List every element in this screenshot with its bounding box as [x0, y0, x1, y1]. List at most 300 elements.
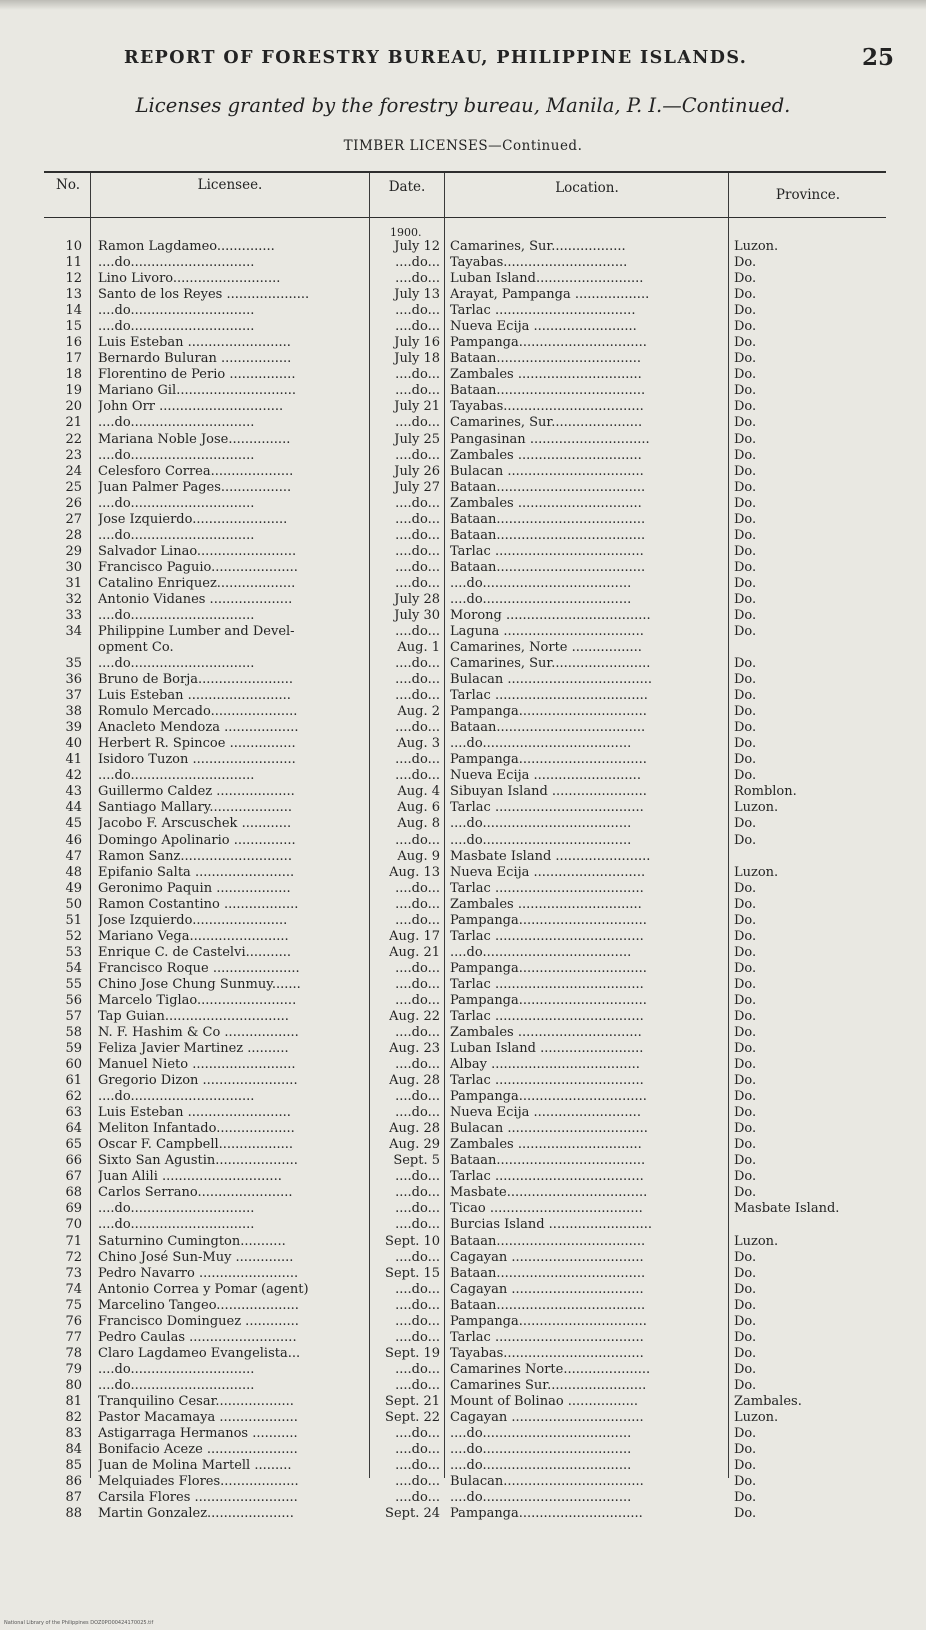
row-number: 53: [65, 944, 82, 960]
province-cell: Luzon.: [734, 800, 779, 816]
date-cell: Aug. 6: [397, 800, 440, 816]
date-cell: ....do...: [395, 1089, 440, 1105]
licensee-cell: Ramon Lagdameo..............: [98, 239, 275, 254]
location-cell: Cagayan ................................: [450, 1409, 644, 1425]
province-cell: Do.: [734, 1377, 757, 1393]
date-cell: Aug. 21: [389, 944, 440, 960]
province-cell: Do.: [734, 559, 757, 575]
date-cell: Aug. 3: [397, 736, 440, 752]
province-cell: Do.: [734, 1121, 757, 1137]
header-bottom-rule: [44, 217, 886, 218]
date-cell: Sept. 21: [385, 1393, 440, 1409]
licensee-cell: ....do..............................: [98, 768, 255, 784]
date-cell: ....do...: [395, 1297, 440, 1313]
province-cell: Do.: [734, 928, 757, 944]
licensee-cell: Meliton Infantado...................: [98, 1121, 295, 1137]
table-row: [44, 496, 886, 511]
table-row: [44, 1217, 886, 1232]
page-top-edge: [0, 0, 926, 10]
location-cell: Zambales ..............................: [450, 1025, 642, 1040]
table-row: [44, 560, 886, 575]
licensee-cell: Bernardo Buluran .................: [98, 351, 292, 367]
province-cell: Do.: [734, 367, 757, 383]
location-cell: Tarlac ....................................: [450, 880, 644, 896]
licensee-cell: Santiago Mallary....................: [98, 800, 293, 816]
location-cell: Ticao .....................................: [450, 1201, 643, 1217]
location-cell: Sibuyan Island .......................: [450, 784, 647, 800]
page-number: 25: [861, 44, 894, 71]
licensee-cell: Luis Esteban .........................: [98, 335, 291, 351]
location-cell: Bataan....................................: [450, 1233, 646, 1249]
date-cell: ....do...: [395, 559, 440, 575]
date-cell: ....do...: [395, 656, 440, 671]
date-cell: July 27: [394, 479, 440, 495]
date-cell: Aug. 13: [389, 864, 440, 880]
date-cell: July 18: [394, 351, 440, 367]
location-cell: Luban Island .........................: [450, 1041, 644, 1056]
licensee-cell: Bonifacio Aceze ......................: [98, 1442, 298, 1457]
province-cell: Romblon.: [734, 784, 797, 800]
date-cell: July 30: [394, 607, 440, 623]
location-cell: Morong ...................................: [450, 607, 651, 623]
header-date: Date.: [388, 179, 426, 195]
row-number: 57: [65, 1008, 82, 1024]
row-number: 64: [65, 1121, 82, 1137]
date-cell: ....do...: [395, 303, 440, 319]
province-cell: Do.: [734, 1041, 757, 1056]
location-cell: Camarines, Norte .................: [450, 640, 642, 655]
table-row: [44, 1362, 886, 1377]
table-row: [44, 1057, 886, 1072]
province-cell: Do.: [734, 624, 757, 639]
province-cell: Do.: [734, 1297, 757, 1313]
location-cell: Tarlac ....................................: [450, 1073, 644, 1089]
location-cell: Laguna ..................................: [450, 624, 644, 639]
table-row: [44, 1121, 886, 1136]
row-number: 15: [65, 319, 82, 335]
licensee-cell: Juan Alili .............................: [98, 1169, 282, 1185]
report-title: REPORT OF FORESTRY BUREAU, PHILIPPINE ISLANDS.: [124, 48, 748, 68]
date-cell: ....do...: [395, 880, 440, 896]
province-cell: Do.: [734, 896, 757, 912]
licensee-cell: ....do..............................: [98, 255, 255, 270]
province-cell: Do.: [734, 1169, 757, 1185]
table-row: [44, 720, 886, 735]
location-cell: Bataan....................................: [450, 720, 646, 736]
location-cell: ....do....................................: [450, 1426, 632, 1441]
table-row: [44, 576, 886, 591]
licenses-table: [44, 171, 886, 1522]
location-cell: ....do....................................: [450, 1490, 632, 1506]
licensee-cell: Antonio Correa y Pomar (agent): [98, 1281, 309, 1297]
table-row: [44, 415, 886, 430]
row-number: 30: [65, 559, 82, 575]
date-cell: ....do...: [395, 511, 440, 527]
table-row: [44, 752, 886, 767]
date-cell: ....do...: [395, 832, 440, 848]
location-cell: Bulacan..................................: [450, 1474, 644, 1490]
date-cell: ....do...: [395, 912, 440, 928]
table-row: [44, 1490, 886, 1505]
running-head: [124, 44, 894, 76]
province-cell: Do.: [734, 431, 757, 447]
province-cell: Do.: [734, 447, 757, 463]
date-cell: ....do...: [395, 1217, 440, 1233]
row-number: 68: [65, 1185, 82, 1201]
date-cell: ....do...: [395, 1025, 440, 1040]
row-number: 42: [65, 768, 82, 784]
location-cell: ....do....................................: [450, 832, 632, 848]
row-number: 73: [65, 1265, 82, 1281]
date-cell: Aug. 17: [389, 928, 440, 944]
licensee-cell: ....do..............................: [98, 656, 255, 671]
table-row: [44, 1410, 886, 1425]
table-row: [44, 736, 886, 751]
row-number: 52: [65, 928, 82, 944]
table-row: [44, 1201, 886, 1216]
date-cell: ....do...: [395, 1329, 440, 1345]
province-cell: Do.: [734, 768, 757, 784]
date-cell: Sept. 5: [393, 1153, 440, 1169]
table-row: [44, 784, 886, 799]
date-cell: ....do...: [395, 1313, 440, 1329]
licensee-cell: Pedro Navarro ........................: [98, 1265, 299, 1281]
province-cell: Do.: [734, 1025, 757, 1040]
licensee-cell: N. F. Hashim & Co ..................: [98, 1025, 299, 1040]
licensee-cell: Catalino Enriquez...................: [98, 575, 296, 591]
table-row: [44, 239, 886, 254]
location-cell: ....do....................................: [450, 816, 632, 832]
location-cell: Bulacan .................................: [450, 463, 644, 479]
province-cell: Luzon.: [734, 239, 779, 254]
location-cell: Camarines Norte.....................: [450, 1361, 651, 1377]
table-row: [44, 913, 886, 928]
row-number: 61: [65, 1073, 82, 1089]
province-cell: Luzon.: [734, 1409, 779, 1425]
row-number: 48: [65, 864, 82, 880]
row-number: 78: [65, 1345, 82, 1361]
licensee-cell: Salvador Linao........................: [98, 543, 297, 559]
date-cell: ....do...: [395, 319, 440, 335]
location-cell: Cagayan ................................: [450, 1249, 644, 1265]
table-row: [44, 656, 886, 671]
location-cell: Tarlac ....................................: [450, 928, 644, 944]
province-cell: Do.: [734, 1361, 757, 1377]
location-cell: Arayat, Pampanga ..................: [450, 287, 650, 303]
row-number: 38: [65, 704, 82, 720]
province-cell: Do.: [734, 976, 757, 992]
date-cell: ....do...: [395, 255, 440, 270]
licensee-cell: Juan Palmer Pages.................: [98, 479, 292, 495]
province-cell: Do.: [734, 575, 757, 591]
licensee-cell: Santo de los Reyes ....................: [98, 287, 310, 303]
date-cell: ....do...: [395, 992, 440, 1008]
location-cell: Camarines Sur........................: [450, 1377, 647, 1393]
row-number: 47: [65, 848, 82, 864]
row-number: 88: [65, 1506, 82, 1522]
licensee-cell: Marcelino Tangeo....................: [98, 1297, 299, 1313]
row-number: 25: [65, 479, 82, 495]
location-cell: Pampanga...............................: [450, 704, 647, 720]
location-cell: ....do....................................: [450, 736, 632, 752]
licensee-cell: Juan de Molina Martell .........: [98, 1458, 292, 1473]
table-row: [44, 1009, 886, 1024]
licensee-cell: Mariano Vega........................: [98, 928, 289, 944]
licensee-cell: Pastor Macamaya ...................: [98, 1409, 298, 1425]
date-cell: ....do...: [395, 1458, 440, 1473]
province-cell: Do.: [734, 319, 757, 335]
table-row: [44, 1442, 886, 1457]
province-cell: Do.: [734, 944, 757, 960]
table-row: [44, 1105, 886, 1120]
licensee-cell: Chino Jose Chung Sunmuy.......: [98, 976, 301, 992]
row-number: 33: [65, 607, 82, 623]
date-cell: ....do...: [395, 527, 440, 543]
province-cell: Do.: [734, 688, 757, 704]
location-cell: Tayabas..................................: [450, 1345, 644, 1361]
province-cell: Do.: [734, 1442, 757, 1457]
date-cell: ....do...: [395, 1057, 440, 1072]
location-cell: Pangasinan .............................: [450, 431, 650, 447]
licensee-cell: Luis Esteban .........................: [98, 1105, 291, 1121]
date-cell: ....do...: [395, 752, 440, 768]
location-cell: Tayabas..................................: [450, 399, 644, 415]
row-number: 72: [65, 1249, 82, 1265]
province-cell: Do.: [734, 1313, 757, 1329]
date-cell: ....do...: [395, 1201, 440, 1217]
table-row: [44, 768, 886, 783]
location-cell: ....do....................................: [450, 1458, 632, 1473]
location-cell: Tarlac ....................................: [450, 1169, 644, 1185]
date-cell: ....do...: [395, 688, 440, 704]
province-cell: Do.: [734, 527, 757, 543]
licensee-cell: ....do..............................: [98, 319, 255, 335]
header-no: No.: [56, 177, 80, 193]
date-cell: ....do...: [395, 1490, 440, 1506]
province-cell: Do.: [734, 607, 757, 623]
scan-credit: National Library of the Philippines DOZ0PO00424170025.tif: [4, 1620, 154, 1626]
table-row: [44, 800, 886, 815]
licensee-cell: Domingo Apolinario ...............: [98, 832, 296, 848]
row-number: 75: [65, 1297, 82, 1313]
location-cell: Pampanga...............................: [450, 1313, 647, 1329]
table-row: [44, 1073, 886, 1088]
location-cell: Pampanga...............................: [450, 960, 647, 976]
province-cell: Do.: [734, 1073, 757, 1089]
location-cell: Bataan....................................: [450, 1297, 646, 1313]
row-number: 54: [65, 960, 82, 976]
row-number: 76: [65, 1313, 82, 1329]
header-licensee: Licensee.: [197, 177, 263, 193]
table-row: [44, 1153, 886, 1168]
row-number: 26: [65, 495, 82, 511]
licensee-cell: Gregorio Dizon .......................: [98, 1073, 298, 1089]
province-cell: Do.: [734, 287, 757, 303]
licensee-cell: Manuel Nieto .........................: [98, 1057, 296, 1072]
table-row: [44, 1025, 886, 1040]
date-cell: ....do...: [395, 1442, 440, 1457]
licensee-cell: Martin Gonzalez.....................: [98, 1506, 294, 1522]
province-cell: Do.: [734, 736, 757, 752]
licensee-cell: Luis Esteban .........................: [98, 688, 291, 704]
location-cell: Nueva Ecija ...........................: [450, 864, 646, 880]
licensee-cell: Tranquilino Cesar...................: [98, 1393, 294, 1409]
licensee-cell: Astigarraga Hermanos ...........: [98, 1426, 298, 1441]
row-number: 56: [65, 992, 82, 1008]
location-cell: Camarines, Sur........................: [450, 656, 651, 671]
row-number: 79: [65, 1361, 82, 1377]
province-cell: Do.: [734, 1329, 757, 1345]
date-cell: Aug. 8: [397, 816, 440, 832]
row-number: 20: [65, 399, 82, 415]
row-number: 70: [65, 1217, 82, 1233]
licensee-cell: Ramon Sanz...........................: [98, 848, 292, 864]
location-cell: Tarlac ....................................: [450, 1329, 644, 1345]
table-row: [44, 833, 886, 848]
licensee-cell: ....do..............................: [98, 1201, 255, 1217]
row-number: 27: [65, 511, 82, 527]
province-cell: Do.: [734, 1458, 757, 1473]
location-cell: Zambales ..............................: [450, 1137, 642, 1153]
province-cell: Do.: [734, 880, 757, 896]
date-cell: ....do...: [395, 1426, 440, 1441]
table-row: [44, 624, 886, 639]
licensee-cell: ....do..............................: [98, 527, 255, 543]
table-row: [44, 383, 886, 398]
location-cell: Zambales ..............................: [450, 896, 642, 912]
location-cell: Nueva Ecija ..........................: [450, 768, 641, 784]
licensee-cell: ....do..............................: [98, 1377, 255, 1393]
province-cell: Do.: [734, 1345, 757, 1361]
location-cell: Bataan....................................: [450, 383, 646, 399]
licensee-cell: Romulo Mercado.....................: [98, 704, 298, 720]
location-cell: Bulacan ...................................: [450, 672, 653, 688]
province-cell: Do.: [734, 1057, 757, 1072]
table-row: [44, 977, 886, 992]
location-cell: Tarlac ....................................: [450, 543, 644, 559]
location-cell: Tarlac .....................................: [450, 688, 648, 704]
table-row: [44, 1137, 886, 1152]
location-cell: Albay ....................................: [450, 1057, 640, 1072]
table-row: [44, 1426, 886, 1441]
licensee-cell: ....do..............................: [98, 303, 255, 319]
row-number: 21: [65, 415, 82, 431]
licensee-cell: Mariano Gil.............................: [98, 383, 297, 399]
location-cell: Pampanga..............................: [450, 1506, 643, 1522]
province-cell: Do.: [734, 1089, 757, 1105]
table-subtitle: Licenses granted by the forestry bureau, Manila, P. I.—Continued.: [135, 94, 791, 117]
table-row: [44, 640, 886, 655]
province-cell: Do.: [734, 479, 757, 495]
province-cell: Zambales.: [734, 1393, 802, 1409]
row-number: 28: [65, 527, 82, 543]
date-cell: ....do...: [395, 1361, 440, 1377]
province-cell: Do.: [734, 1105, 757, 1121]
province-cell: Do.: [734, 1474, 757, 1490]
row-number: 86: [65, 1474, 82, 1490]
licensee-cell: Francisco Dominguez .............: [98, 1313, 299, 1329]
province-cell: Do.: [734, 511, 757, 527]
table-row: [44, 688, 886, 703]
licensee-cell: Melquiades Flores...................: [98, 1474, 299, 1490]
date-cell: ....do...: [395, 1185, 440, 1201]
licensee-cell: Lino Livoro..........................: [98, 271, 281, 287]
date-cell: ....do...: [395, 896, 440, 912]
licensee-cell: ....do..............................: [98, 1361, 255, 1377]
row-number: 31: [65, 575, 82, 591]
row-number: 87: [65, 1490, 82, 1506]
table-row: [44, 897, 886, 912]
row-number: 69: [65, 1201, 82, 1217]
licensee-cell: Francisco Paguio.....................: [98, 559, 298, 575]
licensee-cell: Sixto San Agustin....................: [98, 1153, 298, 1169]
row-number: 16: [65, 335, 82, 351]
location-cell: Mount of Bolinao .................: [450, 1393, 639, 1409]
province-cell: Do.: [734, 1249, 757, 1265]
table-row: [44, 1250, 886, 1265]
location-cell: Zambales ..............................: [450, 447, 642, 463]
table-row: [44, 480, 886, 495]
licensee-cell: Jose Izquierdo.......................: [98, 511, 288, 527]
date-cell: ....do...: [395, 1169, 440, 1185]
date-cell: Sept. 19: [385, 1345, 440, 1361]
province-cell: Do.: [734, 303, 757, 319]
province-cell: Luzon.: [734, 864, 779, 880]
date-cell: ....do...: [395, 624, 440, 639]
row-number: 11: [65, 255, 82, 270]
licensee-cell: Claro Lagdameo Evangelista...: [98, 1345, 301, 1361]
table-row: [44, 1330, 886, 1345]
licensee-cell: Florentino de Perio ................: [98, 367, 296, 383]
date-cell: July 28: [394, 591, 440, 607]
row-number: 45: [65, 816, 82, 832]
location-cell: Bataan....................................: [450, 511, 646, 527]
date-cell: ....do...: [395, 1281, 440, 1297]
date-cell: ....do...: [395, 1105, 440, 1121]
province-cell: Do.: [734, 255, 757, 270]
row-number: 17: [65, 351, 82, 367]
row-number: 65: [65, 1137, 82, 1153]
table-row: [44, 1474, 886, 1489]
licensee-cell: Antonio Vidanes ....................: [98, 591, 293, 607]
province-cell: Do.: [734, 656, 757, 671]
date-cell: ....do...: [395, 1249, 440, 1265]
location-cell: Camarines, Sur..................: [450, 239, 626, 254]
row-number: 51: [65, 912, 82, 928]
licensee-cell: Feliza Javier Martinez ..........: [98, 1041, 289, 1056]
location-cell: ....do....................................: [450, 944, 632, 960]
table-row: [44, 1282, 886, 1297]
date-cell: ....do...: [395, 960, 440, 976]
location-cell: Bataan...................................: [450, 351, 642, 367]
province-cell: Do.: [734, 543, 757, 559]
table-row: [44, 672, 886, 687]
date-cell: ....do...: [395, 543, 440, 559]
province-cell: Do.: [734, 1265, 757, 1281]
location-cell: Zambales ..............................: [450, 495, 642, 511]
table-row: [44, 608, 886, 623]
row-number: 58: [65, 1025, 82, 1040]
date-cell: ....do...: [395, 976, 440, 992]
date-cell: Aug. 4: [397, 784, 440, 800]
table-row: [44, 432, 886, 447]
row-number: 67: [65, 1169, 82, 1185]
date-cell: July 12: [394, 239, 440, 254]
licensee-cell: ....do..............................: [98, 495, 255, 511]
location-cell: Masbate..................................: [450, 1185, 648, 1201]
row-number: 14: [65, 303, 82, 319]
date-cell: ....do...: [395, 367, 440, 383]
